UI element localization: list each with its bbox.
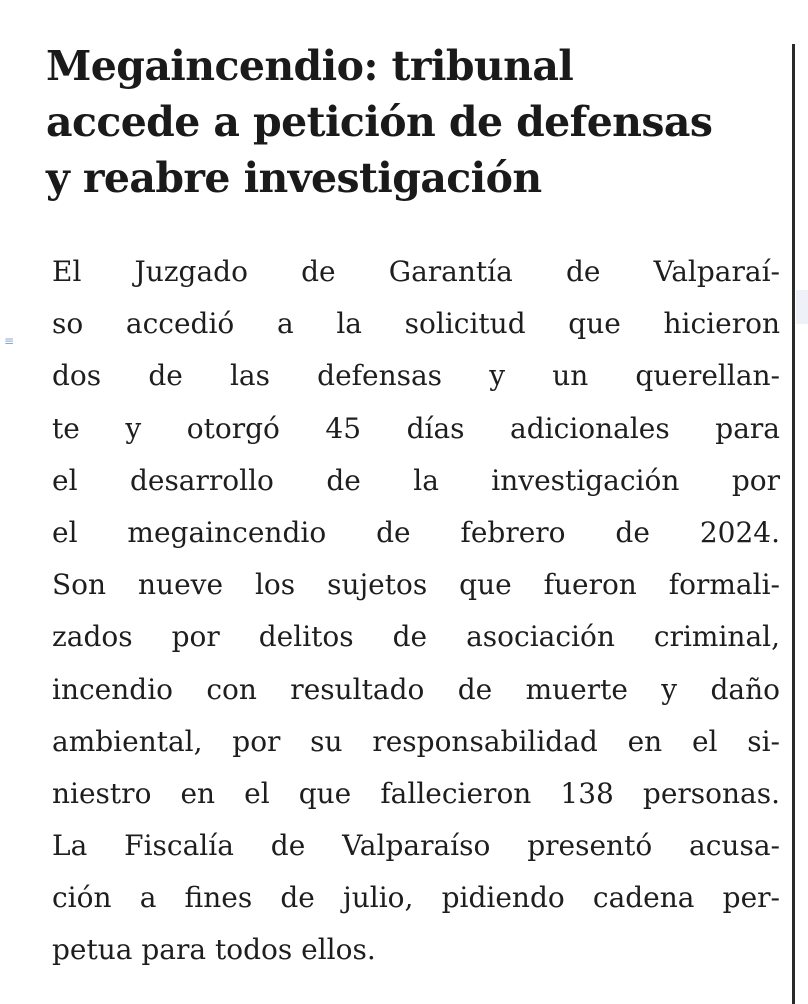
article-headline — [46, 38, 782, 206]
body-line: zados por delitos de asociación criminal, — [52, 620, 780, 654]
headline-line: Megaincendio: tribunal — [46, 42, 574, 90]
body-line: ambiental, por su responsabilidad en el si- — [52, 724, 780, 758]
body-line: el megaincendio de febrero de 2024. — [52, 515, 780, 549]
body-line: Son nueve los sujetos que fueron formali- — [52, 568, 780, 602]
body-line: niestro en el que fallecieron 138 personas. — [52, 776, 780, 810]
body-line: ción a fines de julio, pidiendo cadena per- — [52, 881, 780, 915]
body-line: el desarrollo de la investigación por — [52, 463, 780, 497]
body-line: El Juzgado de Garantía de Valparaí- — [52, 255, 780, 288]
body-line: dos de las defensas y un querellan- — [52, 359, 780, 393]
body-line: La Fiscalía de Valparaíso presentó acusa- — [52, 829, 780, 863]
body-line: petua para todos ellos. — [52, 933, 376, 967]
margin-tab — [796, 290, 808, 324]
headline-line: accede a petición de defensas — [46, 98, 713, 146]
column-rule — [792, 44, 795, 1004]
body-line: te y otorgó 45 días adicionales para — [52, 411, 780, 445]
body-line: incendio con resultado de muerte y daño — [52, 672, 780, 706]
text-lines-icon: ≡ — [4, 334, 15, 348]
headline-line: y reabre investigación — [46, 154, 542, 202]
article-body — [52, 246, 780, 977]
body-line: so accedió a la solicitud que hicieron — [52, 307, 780, 341]
